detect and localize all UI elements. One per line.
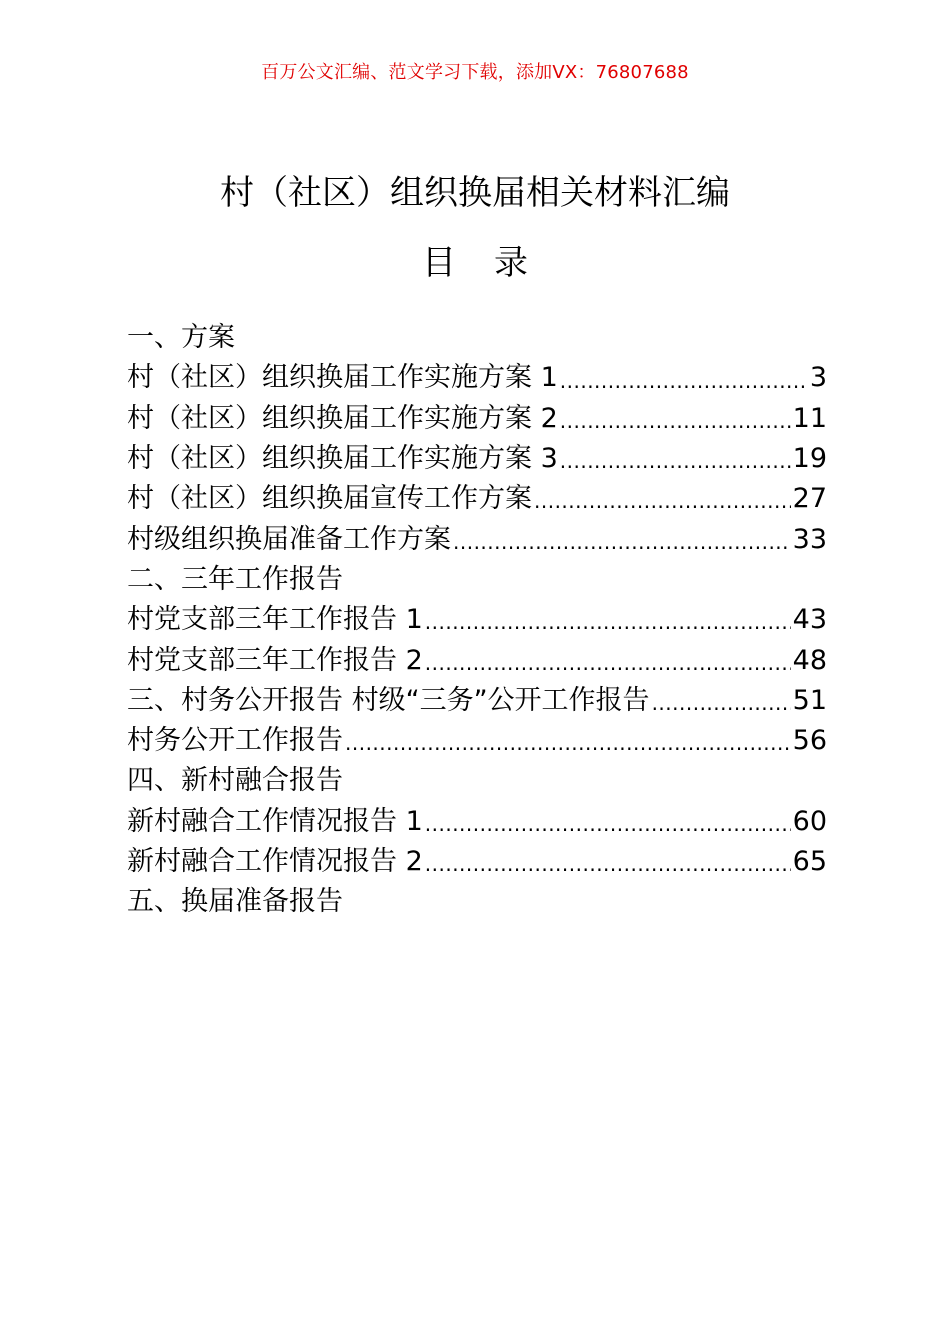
toc-leader-dots xyxy=(453,532,791,560)
toc-entry-label: 新村融合工作情况报告 1 xyxy=(127,805,423,837)
toc-entry-page: 56 xyxy=(792,725,827,757)
toc-entry-page: 27 xyxy=(792,483,827,515)
toc-entry[interactable] xyxy=(127,681,827,721)
toc-entry[interactable] xyxy=(127,399,827,439)
toc-entry-page: 3 xyxy=(809,362,827,394)
toc-entry-page: 60 xyxy=(792,805,827,837)
toc-entry-label: 村级组织换届准备工作方案 xyxy=(127,523,451,555)
toc-entry[interactable] xyxy=(127,802,827,842)
toc-section-label: 四、新村融合报告 xyxy=(127,765,343,797)
toc-entry-page: 33 xyxy=(792,523,827,555)
toc-leader-dots xyxy=(345,733,791,761)
toc-entry-page: 11 xyxy=(792,402,827,434)
toc-entry[interactable] xyxy=(127,721,827,761)
toc-section-heading xyxy=(127,318,827,358)
toc-leader-dots xyxy=(560,451,791,479)
header-note: 百万公文汇编、范文学习下载，添加VX：76807688 xyxy=(261,62,689,83)
toc-section-heading xyxy=(127,560,827,600)
toc-entry[interactable] xyxy=(127,640,827,680)
toc-entry-label: 新村融合工作情况报告 2 xyxy=(127,846,423,877)
toc-leader-dots xyxy=(425,814,791,842)
toc-leader-dots xyxy=(560,411,791,439)
toc-entry-label: 村（社区）组织换届工作实施方案 1 xyxy=(127,362,558,394)
toc-entry-label: 村党支部三年工作报告 1 xyxy=(127,604,423,636)
toc-leader-dots xyxy=(652,693,791,721)
toc-entry-page: 51 xyxy=(792,684,827,716)
toc-entry-page: 19 xyxy=(792,443,827,475)
toc-leader-dots xyxy=(560,371,808,399)
toc-leader-dots xyxy=(425,854,791,882)
toc-leader-dots xyxy=(425,653,791,681)
toc-section-heading xyxy=(127,882,827,922)
toc-entry-page: 43 xyxy=(792,604,827,636)
toc-entry[interactable] xyxy=(127,600,827,640)
toc-entry[interactable] xyxy=(127,842,827,882)
toc-entry-label: 村（社区）组织换届工作实施方案 3 xyxy=(127,443,558,475)
table-of-contents xyxy=(127,318,827,922)
toc-entry-label: 村务公开工作报告 xyxy=(127,725,343,757)
toc-entry-label: 村（社区）组织换届宣传工作方案 xyxy=(127,483,532,515)
toc-leader-dots xyxy=(425,612,791,640)
document-title: 村（社区）组织换届相关材料汇编 xyxy=(220,173,730,213)
toc-heading: 目录 xyxy=(422,243,566,283)
toc-entry-page: 48 xyxy=(792,644,827,676)
toc-entry-page: 65 xyxy=(792,846,827,877)
toc-entry[interactable] xyxy=(127,519,827,559)
toc-section-label: 五、换届准备报告 xyxy=(127,886,343,918)
toc-entry[interactable] xyxy=(127,358,827,398)
toc-entry-label: 村党支部三年工作报告 2 xyxy=(127,644,423,676)
toc-section-label: 一、方案 xyxy=(127,322,235,354)
toc-entry[interactable] xyxy=(127,439,827,479)
toc-entry[interactable] xyxy=(127,479,827,519)
toc-section-heading xyxy=(127,761,827,801)
toc-entry-label: 村（社区）组织换届工作实施方案 2 xyxy=(127,402,558,434)
toc-section-label: 二、三年工作报告 xyxy=(127,563,343,595)
toc-entry-label: 三、村务公开报告 村级“三务”公开工作报告 xyxy=(127,684,650,716)
toc-leader-dots xyxy=(534,491,791,519)
